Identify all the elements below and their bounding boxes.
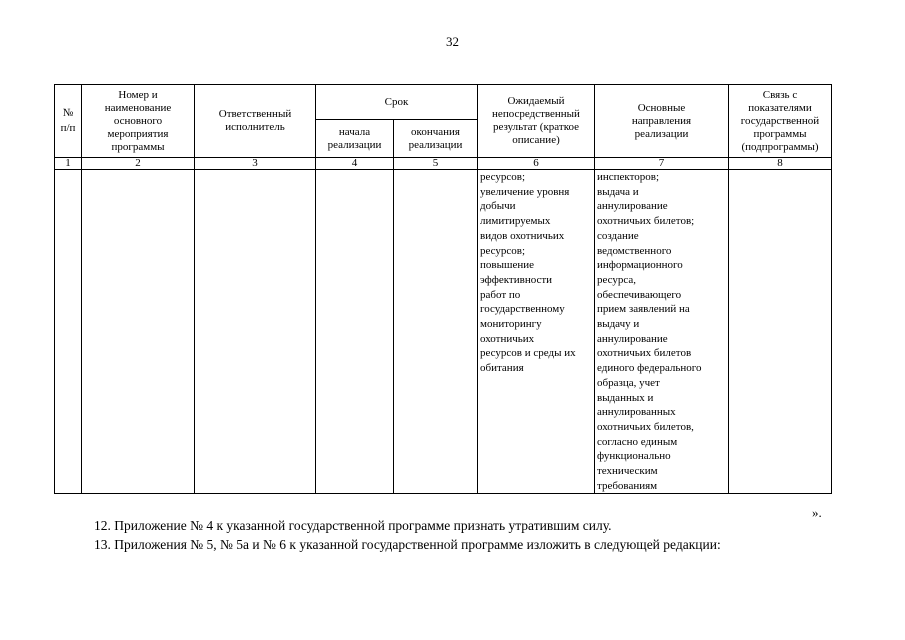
column-number-1: 1 xyxy=(55,158,82,170)
column-number-3: 3 xyxy=(195,158,316,170)
header-directions: Основные направления реализации xyxy=(595,85,729,158)
header-term-start: начала реализации xyxy=(316,120,394,158)
header-term: Срок xyxy=(316,85,478,120)
paragraph-13: 13. Приложения № 5, № 5а и № 6 к указанной государственной программе изложить в следующей редакции: xyxy=(94,537,721,552)
cell-link xyxy=(729,170,832,494)
header-num: № п/п xyxy=(55,85,82,158)
program-table xyxy=(54,84,832,494)
column-number-5: 5 xyxy=(394,158,478,170)
header-executor: Ответственный исполнитель xyxy=(195,85,316,158)
header-name: Номер и наименование основного мероприятия программы xyxy=(82,85,195,158)
column-number-8: 8 xyxy=(729,158,832,170)
column-number-6: 6 xyxy=(478,158,595,170)
header-link: Связь с показателями государственной программы (подпрограммы) xyxy=(729,85,832,158)
column-number-4: 4 xyxy=(316,158,394,170)
cell-term-end xyxy=(394,170,478,494)
column-number-2: 2 xyxy=(82,158,195,170)
cell-term-start xyxy=(316,170,394,494)
cell-directions: инспекторов; выдача и аннулирование охотничьих билетов; создание ведомственного информационного ресурса, обеспечивающего прием заявлений на выдачу и аннулирование охотничьих билетов единого федерального образца, учет выданных и аннулированных охотничьих билетов, согласно единым функционально техническим требованиям xyxy=(595,170,729,494)
cell-result: ресурсов; увеличение уровня добычи лимитируемых видов охотничьих ресурсов; повышение эффективности работ по государственному мониторингу охотничьих ресурсов и среды их обитания xyxy=(478,170,595,494)
header-term-end: окончания реализации xyxy=(394,120,478,158)
cell-name xyxy=(82,170,195,494)
cell-executor xyxy=(195,170,316,494)
header-result: Ожидаемый непосредственный результат (краткое описание) xyxy=(478,85,595,158)
closing-quote: ». xyxy=(812,505,822,520)
cell-num xyxy=(55,170,82,494)
paragraph-12: 12. Приложение № 4 к указанной государственной программе признать утратившим силу. xyxy=(94,518,612,533)
column-number-7: 7 xyxy=(595,158,729,170)
page-number: 32 xyxy=(446,34,459,49)
